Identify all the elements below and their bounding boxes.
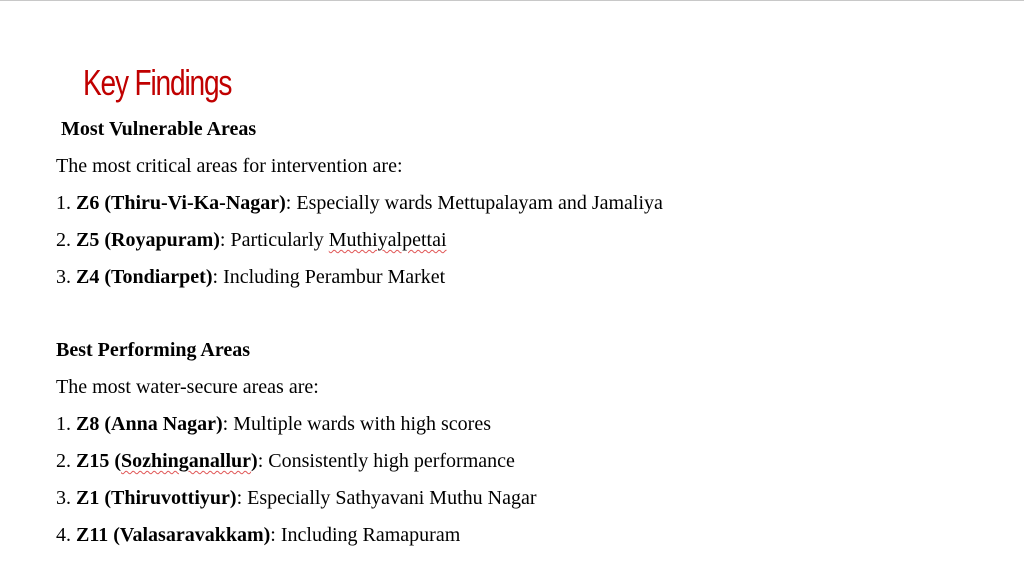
item-number: 1. <box>56 413 71 435</box>
list-item <box>56 227 447 253</box>
separator: : <box>236 487 243 509</box>
spellcheck-flagged-word[interactable]: Sozhinganallur <box>121 450 252 472</box>
item-number: 4. <box>56 524 71 546</box>
item-description: Especially wards Mettupalayam and Jamaliya <box>296 192 663 214</box>
zone-name: Z8 (Anna Nagar) <box>76 413 223 435</box>
zone-prefix: Z15 ( <box>76 450 121 472</box>
item-description: Particularly <box>230 229 324 251</box>
item-number: 2. <box>56 450 71 472</box>
item-number: 1. <box>56 192 71 214</box>
list-item <box>56 448 515 474</box>
list-item <box>56 190 663 216</box>
list-item <box>56 485 537 511</box>
zone-name: Z6 (Thiru-Vi-Ka-Nagar) <box>76 192 286 214</box>
item-description: Including Ramapuram <box>280 524 461 546</box>
zone-name <box>76 450 258 472</box>
best-intro: The most water-secure areas are: <box>56 376 319 398</box>
item-number: 3. <box>56 266 71 288</box>
page-title: Key Findings <box>83 62 232 103</box>
zone-suffix: ) <box>251 450 258 472</box>
item-description: Consistently high performance <box>268 450 515 472</box>
zone-name: Z5 (Royapuram) <box>76 229 220 251</box>
item-number: 3. <box>56 487 71 509</box>
zone-name: Z4 (Tondiarpet) <box>76 266 213 288</box>
zone-name: Z11 (Valasaravakkam) <box>76 524 271 546</box>
item-description: Including Perambur Market <box>223 266 446 288</box>
list-item <box>56 264 445 290</box>
separator: : <box>257 450 264 472</box>
list-item <box>56 411 491 437</box>
vulnerable-heading: Most Vulnerable Areas <box>61 118 257 140</box>
item-number: 2. <box>56 229 71 251</box>
zone-name: Z1 (Thiruvottiyur) <box>76 487 237 509</box>
best-heading: Best Performing Areas <box>56 339 251 361</box>
separator: : <box>219 229 226 251</box>
item-description: Especially Sathyavani Muthu Nagar <box>247 487 537 509</box>
spellcheck-flagged-word[interactable]: Muthiyalpettai <box>328 229 447 251</box>
separator: : <box>212 266 219 288</box>
separator: : <box>285 192 292 214</box>
separator: : <box>270 524 276 546</box>
item-description: Multiple wards with high scores <box>233 413 491 435</box>
vulnerable-intro: The most critical areas for intervention are: <box>56 155 403 177</box>
separator: : <box>222 413 229 435</box>
list-item <box>56 522 460 548</box>
